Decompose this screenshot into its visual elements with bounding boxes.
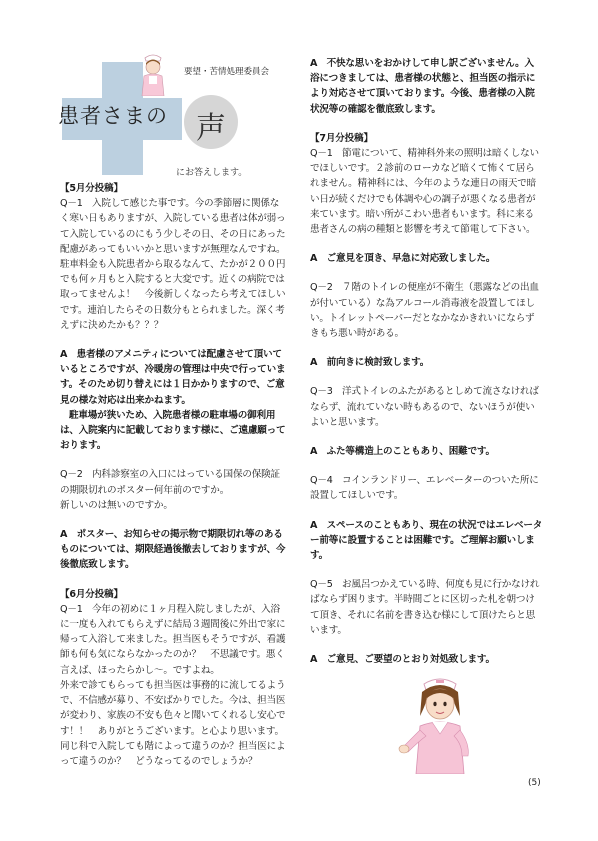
july-question-3: Q－3 洋式トイレのふたがあるとしめて流さなければならず、流れていない時もあるので、ないほうが使いよいと思います。 <box>310 386 539 428</box>
page-number: (5) <box>528 778 541 788</box>
july-question-2-block <box>310 280 543 341</box>
may-section <box>60 181 288 333</box>
july-question-3-block <box>310 384 543 430</box>
july-answer-4: A スペースのこともあり、現在の状況ではエレベーター前等に設置することは困難です。ご理解お願いします。 <box>310 519 543 562</box>
may-answer-2: A ポスター、お知らせの掲示物で期限切れ等のあるものについては、期限経過後撤去しておりますが、今後徹底致します。 <box>60 529 286 571</box>
july-answer-1: A ご意見を頂き、早急に対応致しました。 <box>310 253 496 265</box>
nurse-illustration <box>398 672 482 774</box>
nurse-small-illustration <box>136 52 170 96</box>
committee-name: 要望・苦情処理委員会 <box>184 67 270 77</box>
may-answer-1: A 患者様のアメニティについては配慮させて頂いているところですが、冷暖房の管理は中央で行っています。そのため切り替えには１日かかりますので、ご意見の様な対応は出来かねます。 <box>60 349 286 406</box>
july-question-4: Q－4 コインランドリー、エレベーターのついた所に設置してほしいです。 <box>310 475 539 502</box>
july-section <box>310 131 543 237</box>
july-answer-5: A ご意見、ご要望のとおり対処致します。 <box>310 654 495 666</box>
may-answer-1-block <box>60 347 288 453</box>
july-answer-3: A ふた等構造上のこともあり、困難です。 <box>310 446 495 458</box>
may-question-2: Q－2 内科診察室の入口にはっている国保の保険証の期限切れのポスター何年前のですか。 新しいのは無いのですか。 <box>60 469 280 511</box>
july-answer-4-block <box>310 518 543 564</box>
july-answer-1-block <box>310 251 543 266</box>
july-answer-3-block <box>310 444 543 459</box>
section-label-june: 【6月分投稿】 <box>60 588 123 600</box>
title-subtitle: にお答えします。 <box>176 168 248 178</box>
may-question-1: Q－1 入院して感じた事です。今の季節層に関係なく寒い日もありますが、入院している患者は体が弱って入院しているのにもう少しその日、その日にあった配慮があってもいいかと思いますが無理なんですね。駐車料金も入院患者から取るなんて、たかが２００円でも何ヶ月もと入院すると大変です。近くの病院では取ってませんよ！ 今後新しくなったら考えてほしいです。連泊したらその日数分もとられました。深く考えずに決めたかも？？？ <box>60 198 286 331</box>
may-question-2-block <box>60 467 288 513</box>
section-label-july: 【7月分投稿】 <box>310 132 373 144</box>
july-question-2: Q－2 ７階のトイレの便座が不衛生（悪露などの出血が付いている）な為アルコール消毒液を設置してほしい。トイレットペーパーだとなかなかきれいにならずきもち悪い時がある。 <box>310 282 539 340</box>
june-section <box>60 587 288 769</box>
july-answer-2-block <box>310 355 543 370</box>
july-question-5: Q－5 お風呂つかえている時、何度も見に行かなければならず困ります。半時間ごとに区切った札を朝つけて頂き、それに名前を書き込む様にして頂けたらと思います。 <box>310 579 540 636</box>
july-question-5-block <box>310 577 543 638</box>
june-answer-1-block <box>310 56 543 117</box>
may-answer-1-parking: 駐車場が狭いため、入院患者様の駐車場の御利用は、入院案内に記載しております様に、ご遠慮願っております。 <box>60 409 286 452</box>
june-answer-1: A 不快な思いをおかけして申し訳ございません。入浴につきましては、患者様の状態と、担当医の指示により対応させて頂いております。今後、患者様の入院状況等の確認を徹底致します。 <box>310 58 536 115</box>
june-question-1: Q－1 今年の初めに１ヶ月程入院しましたが、入浴に一度も入れてもらえずに結局３週間後に外出で家に帰って入浴して来ました。担当医もそうですが、看護師も何も気にならなかったのか？ 不思議です。悪く言えば、ほったらかし～。ですよね。 外来で診てもらっても担当医は事務的に流してるようで、不信感が募り、不安ばかりでした。今は、担当医が変わり、家族の不安も色々と聞いてくれるし安心です！！ ありがとうございます。と心より思います。同じ科で入院しても階によって違うのか？担当医によって違うのか？ どうなってるのでしょうか？ <box>60 603 286 767</box>
left-column <box>60 181 288 783</box>
may-answer-2-block <box>60 527 288 573</box>
section-label-may: 【5月分投稿】 <box>60 183 123 194</box>
july-answer-5-block <box>310 652 543 667</box>
page-title: 患者さまの <box>58 104 168 128</box>
july-question-1: Q－1 節電について、精神科外来の照明は暗くしないでほしいです。２診前のローカなど暗くて怖くて居られません。精神科には、今年のような連日の雨天で暗い日が続くだけでも体調や心の調子が悪くなる患者が来ています。暗い所がこわい患者もいます。科に来る患者さんの病の種類と影響を考えて節電して下さい。 <box>310 148 539 236</box>
july-answer-2: A 前向きに検討致します。 <box>310 357 430 369</box>
right-column <box>310 56 543 681</box>
july-question-4-block <box>310 473 543 503</box>
voice-kanji: 声 <box>196 111 226 146</box>
